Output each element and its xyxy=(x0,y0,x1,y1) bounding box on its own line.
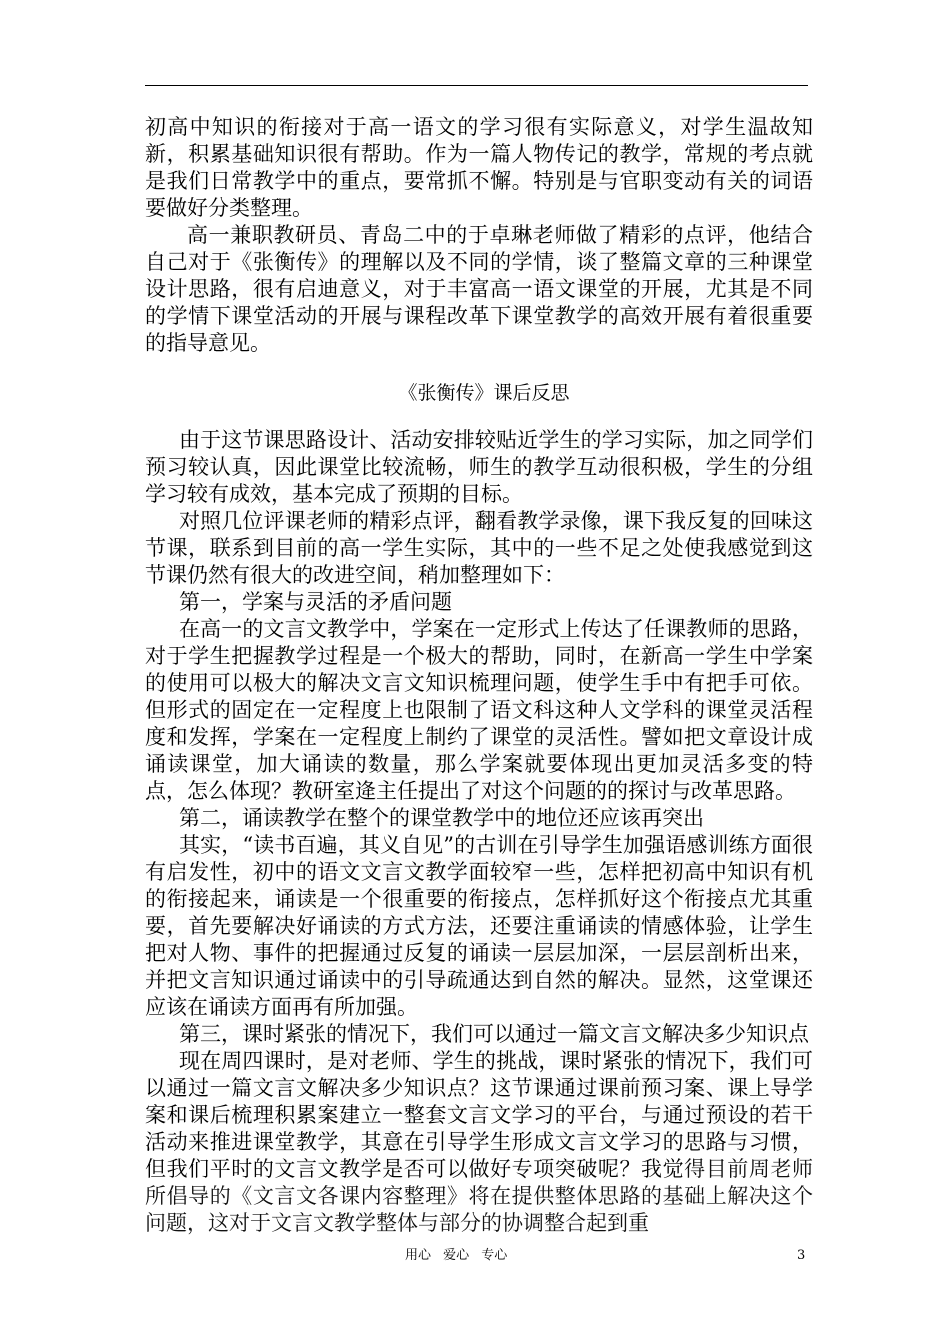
paragraph-6: 其实，“读书百遍，其义自见”的古训在引导学生加强语感训练方面很有启发性，初中的语文文言文教学面较窄一些，怎样把初高中知识有机的衔接起来，诵读是一个很重要的衔接点，怎样抓好这个衔接点尤其重要，首先要解决好诵读的方式方法，还要注重诵读的情感体验，让学生把对人物、事件的把握通过反复的诵读一层层加深，一层层剖析出来，并把文言知识通过诵读中的引导疏通达到自然的解决。显然，这堂课还应该在诵读方面再有所加强。 xyxy=(145,833,813,1019)
paragraph-3: 由于这节课思路设计、活动安排较贴近学生的学习实际，加之同学们预习较认真，因此课堂比较流畅，师生的教学互动很积极，学生的分组学习较有成效，基本完成了预期的目标。 xyxy=(145,428,813,506)
paragraph-1: 初高中知识的衔接对于高一语文的学习很有实际意义，对学生温故知新，积累基础知识很有帮助。作为一篇人物传记的教学，常规的考点就是我们日常教学中的重点，要常抓不懈。特别是与官职变动有关的词语要做好分类整理。 xyxy=(145,115,813,220)
paragraph-4: 对照几位评课老师的精彩点评，翻看教学录像，课下我反复的回味这节课，联系到目前的高一学生实际，其中的一些不足之处使我感觉到这节课仍然有很大的改进空间，稍加整理如下： xyxy=(145,509,813,587)
heading-first: 第一，学案与灵活的矛盾问题 xyxy=(179,590,452,614)
footer-motto: 用心 爱心 专心 xyxy=(405,1248,508,1263)
paragraph-7 xyxy=(145,1048,813,1237)
header-rule xyxy=(145,85,808,86)
document-body xyxy=(145,114,813,1237)
heading-second: 第二，诵读教学在整个的课堂教学中的地位还应该再突出 xyxy=(179,806,704,830)
page-number: 3 xyxy=(797,1248,806,1263)
section-title: 《张衡传》课后反思 xyxy=(398,382,570,404)
paragraph-5: 在高一的文言文教学中，学案在一定形式上传达了任课教师的思路， 对于学生把握教学过程是一个极大的帮助，同时，在新高一学生中学案的使用可以极大的解决文言文知识梳理问题，使学生手中有把手可依。但形式的固定在一定程度上也限制了语文科这种人文学科的课堂灵活程度和发挥，学案在一定程度上制约了课堂的灵活性。譬如把文章设计成诵读课堂，加大诵读的数量，那么学案就要体现出更加灵活多变的特点，怎么体现？教研室逄主任提出了对这个问题的的探讨与改革思路。 xyxy=(145,617,813,803)
paragraph-7-continued: 得目前周老师所倡导的《文言文各课内容整理》将在提供整体思路的基础上解决这个问题，这对于文言文教学整体与部分的协调整合起到重 xyxy=(145,1157,814,1235)
heading-third: 第三，课时紧张的情况下，我们可以通过一篇文言文解决多少知识点 xyxy=(179,1022,809,1046)
paragraph-7-main: 现在周四课时，是对老师、学生的挑战，课时紧张的情况下，我们可以通过一篇文言文解决多少知识点？这节课通过课前预习案、课上导学案和课后梳理积累案建立一整套文言文学习的平台，与通过预设的若干活动来推进课堂教学，其意在引导学生形成文言文学习的思路与习惯，但我们平时的文言文教学是否可以做好专项突破呢？我觉 xyxy=(145,1049,813,1181)
paragraph-2: 高一兼职教研员、青岛二中的于卓琳老师做了精彩的点评，他结合自己对于《张衡传》的理解以及不同的学情，谈了整篇文章的三种课堂设计思路，很有启迪意义，对于丰富高一语文课堂的开展，尤其是不同的学情下课堂活动的开展与课程改革下课堂教学的高效开展有着很重要的指导意见。 xyxy=(145,223,813,355)
